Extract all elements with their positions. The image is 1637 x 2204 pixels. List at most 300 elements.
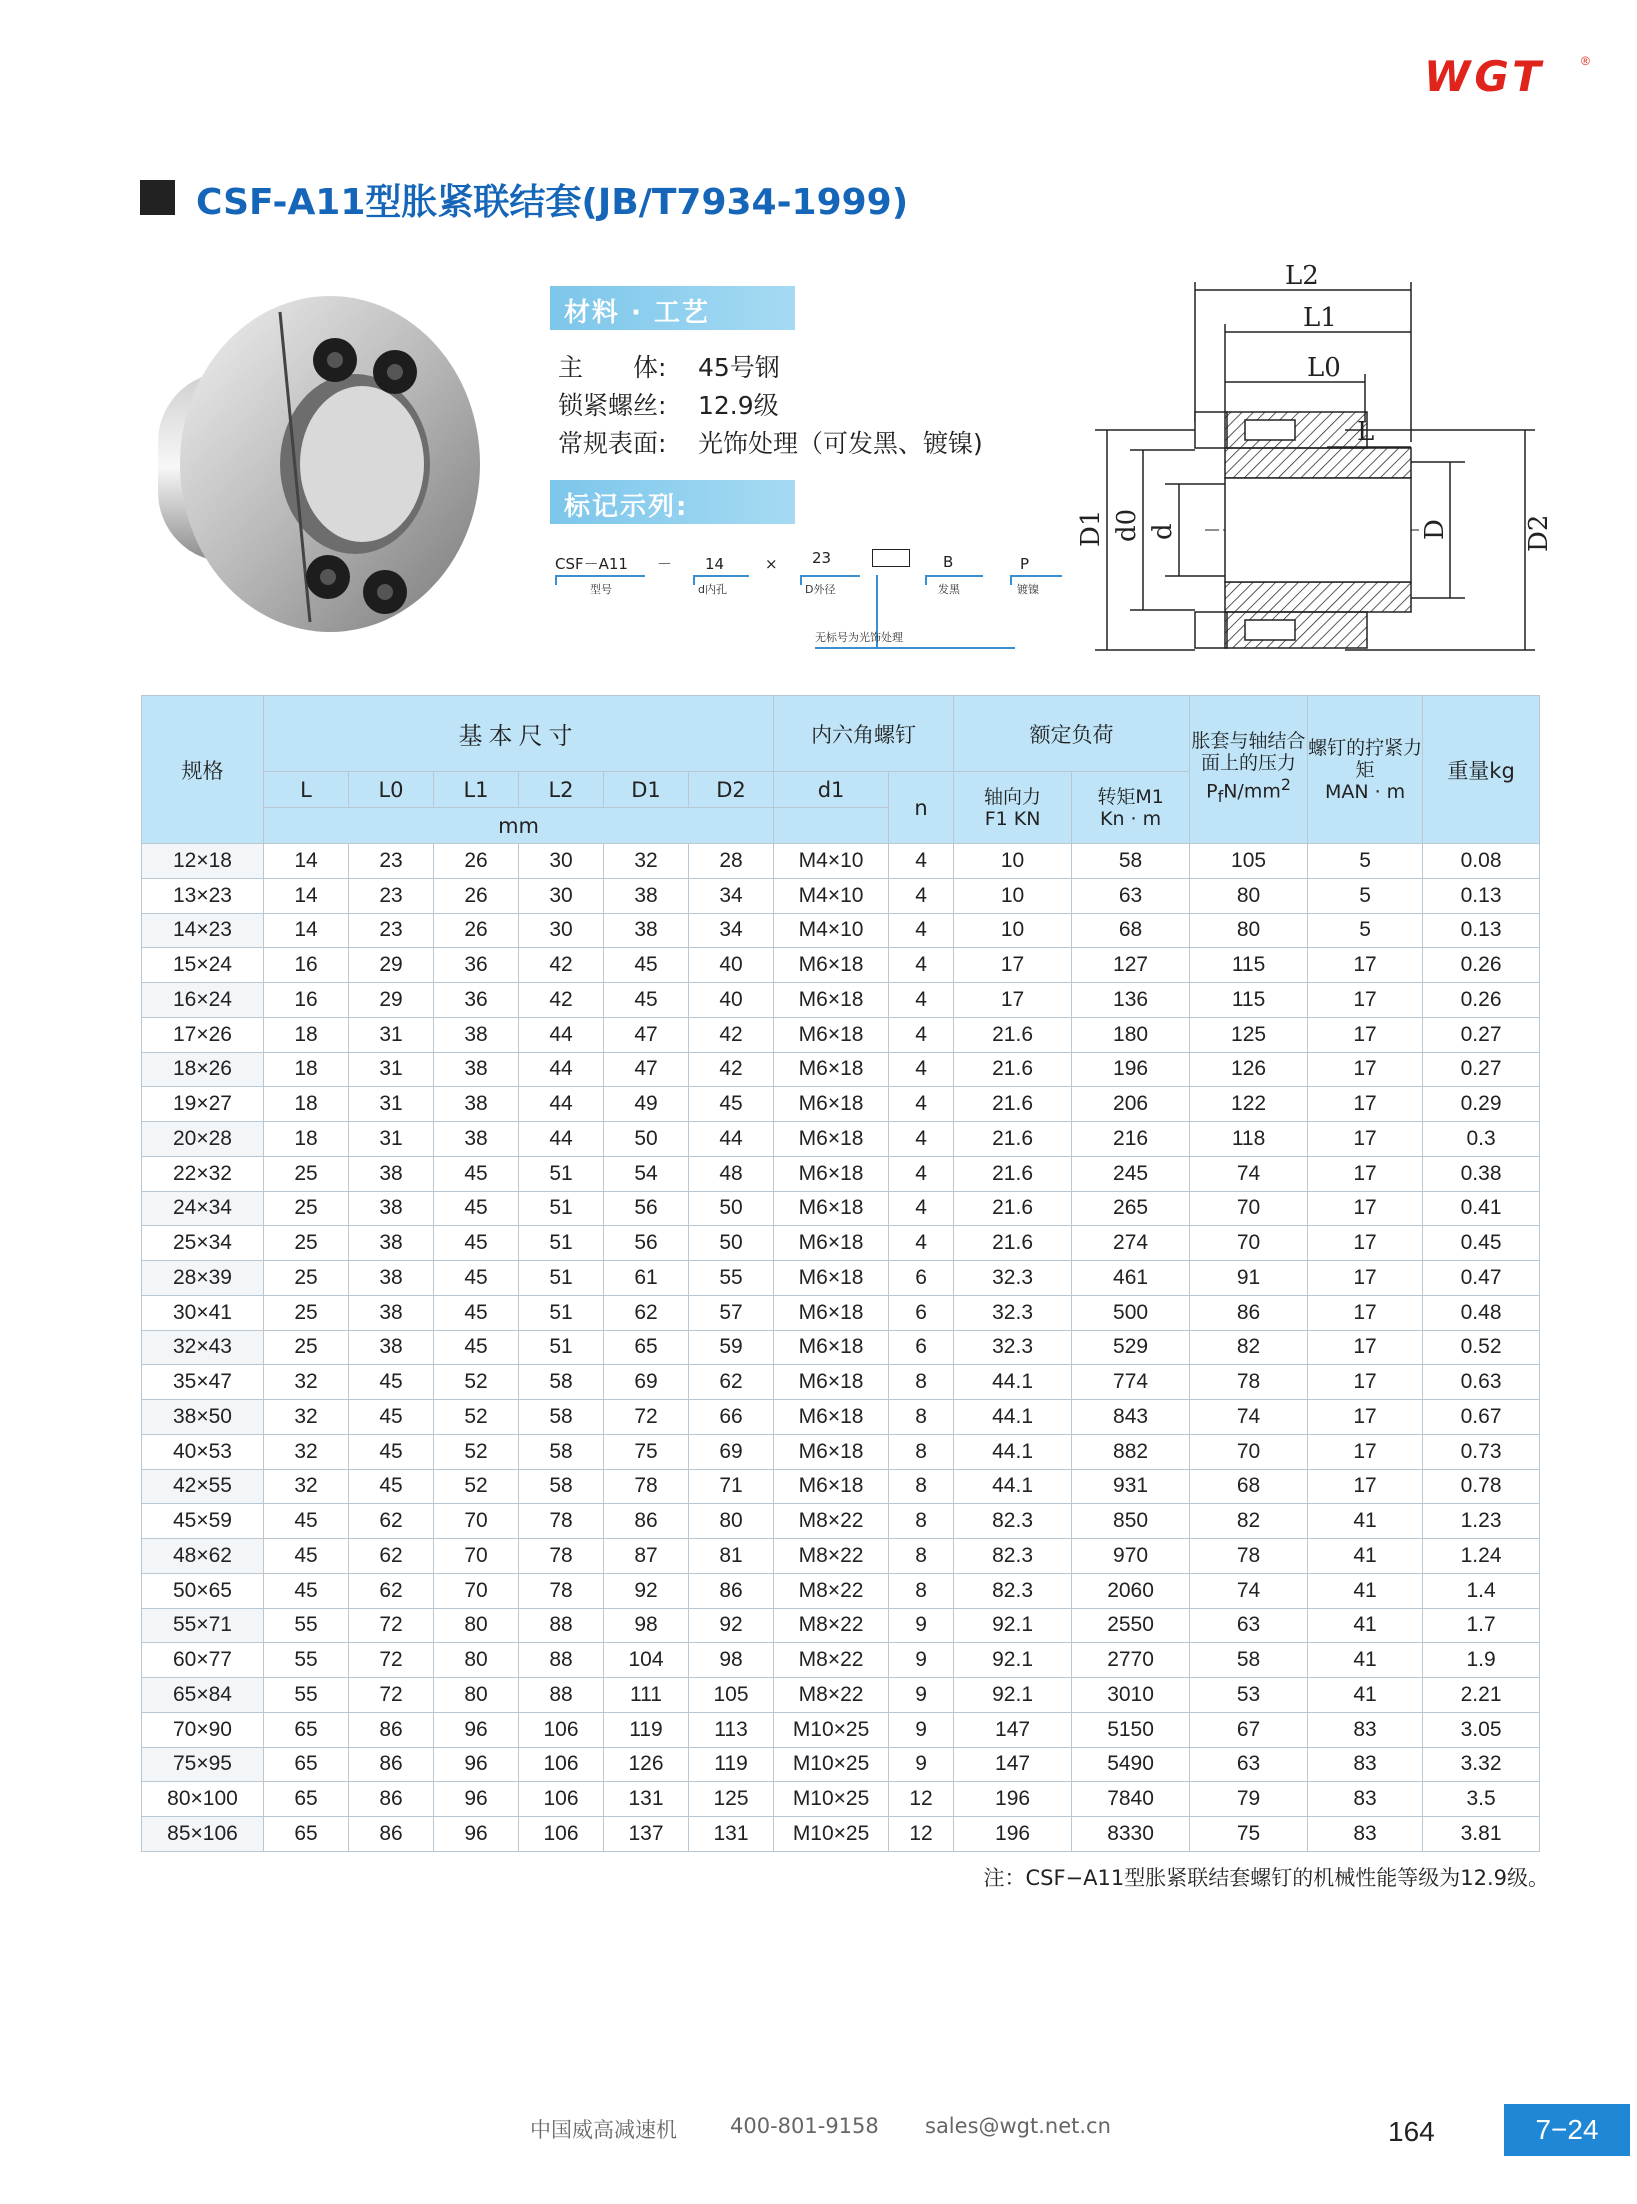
table-cell: 9: [889, 1678, 954, 1713]
table-cell: 8330: [1072, 1817, 1190, 1852]
table-cell: 88: [519, 1643, 604, 1678]
table-cell: 106: [519, 1782, 604, 1817]
table-cell: 8: [889, 1434, 954, 1469]
table-cell: M4×10: [774, 878, 889, 913]
table-cell: 25: [264, 1295, 349, 1330]
table-row: [142, 1608, 1540, 1643]
table-cell: 50: [689, 1191, 774, 1226]
th-D1: D1: [604, 772, 689, 808]
table-cell: 68: [1190, 1469, 1308, 1504]
table-cell: 14: [264, 878, 349, 913]
table-cell: 20×28: [142, 1122, 264, 1157]
th-pressure-label: 胀套与轴结合面上的压力: [1191, 730, 1306, 775]
table-cell: 0.41: [1423, 1191, 1540, 1226]
table-cell: 5: [1308, 913, 1423, 948]
dim-L2: L2: [1285, 262, 1319, 291]
table-cell: 45: [434, 1191, 519, 1226]
table-row: [142, 1156, 1540, 1191]
table-cell: 70: [1190, 1191, 1308, 1226]
table-cell: 127: [1072, 948, 1190, 983]
mk-P: P: [1020, 555, 1030, 573]
mk-B: B: [943, 553, 954, 571]
th-axial-label: 轴向力: [984, 785, 1042, 808]
table-cell: 180: [1072, 1017, 1190, 1052]
table-cell: 65: [264, 1712, 349, 1747]
table-cell: 44.1: [954, 1365, 1072, 1400]
table-cell: 4: [889, 1017, 954, 1052]
table-cell: 62: [604, 1295, 689, 1330]
th-L0: L0: [349, 772, 434, 808]
table-cell: M6×18: [774, 1330, 889, 1365]
dim-L0: L0: [1307, 353, 1341, 383]
table-cell: 45: [349, 1434, 434, 1469]
table-cell: 4: [889, 948, 954, 983]
table-cell: 96: [434, 1712, 519, 1747]
table-cell: 21.6: [954, 1226, 1072, 1261]
table-cell: M8×22: [774, 1504, 889, 1539]
marking-heading: 标记示列:: [550, 480, 795, 524]
spec-table: [141, 695, 1540, 1852]
material-key: 主 体:: [558, 353, 667, 382]
mk-dash: －: [657, 555, 673, 573]
table-cell: 196: [954, 1782, 1072, 1817]
table-cell: 5: [1308, 878, 1423, 913]
table-cell: 0.26: [1423, 948, 1540, 983]
table-cell: 96: [434, 1747, 519, 1782]
th-L1: L1: [434, 772, 519, 808]
table-row: [142, 1261, 1540, 1296]
mk-sub-B: 发黑: [938, 583, 960, 596]
table-row: [142, 1678, 1540, 1713]
table-row: [142, 983, 1540, 1018]
table-cell: 1.23: [1423, 1504, 1540, 1539]
table-cell: 70: [434, 1504, 519, 1539]
table-cell: 0.27: [1423, 1017, 1540, 1052]
table-cell: 48: [689, 1156, 774, 1191]
table-cell: 17: [1308, 1295, 1423, 1330]
table-cell: 118: [1190, 1122, 1308, 1157]
table-cell: 78: [604, 1469, 689, 1504]
table-cell: 111: [604, 1678, 689, 1713]
table-cell: 36: [434, 948, 519, 983]
table-cell: 13×23: [142, 878, 264, 913]
table-cell: 50: [604, 1122, 689, 1157]
table-cell: 4: [889, 1226, 954, 1261]
material-key: 锁紧螺丝:: [558, 391, 667, 420]
table-cell: 4: [889, 983, 954, 1018]
material-value: 光饰处理（可发黑、镀镍): [698, 429, 983, 458]
table-cell: 38: [434, 1087, 519, 1122]
table-cell: 32: [264, 1365, 349, 1400]
material-value: 45号钢: [698, 353, 780, 382]
table-cell: 44: [519, 1122, 604, 1157]
table-cell: 125: [1190, 1017, 1308, 1052]
table-cell: 8: [889, 1573, 954, 1608]
table-row: [142, 878, 1540, 913]
table-cell: M6×18: [774, 1261, 889, 1296]
table-cell: 65: [604, 1330, 689, 1365]
table-cell: 500: [1072, 1295, 1190, 1330]
table-cell: 82.3: [954, 1539, 1072, 1574]
table-row: [142, 1295, 1540, 1330]
table-cell: 56: [604, 1191, 689, 1226]
table-cell: 45: [349, 1469, 434, 1504]
table-cell: 18: [264, 1087, 349, 1122]
table-cell: 6: [889, 1330, 954, 1365]
mk-footnote: 无标号为光饰处理: [815, 631, 903, 644]
table-cell: 72: [604, 1400, 689, 1435]
table-cell: 22×32: [142, 1156, 264, 1191]
dim-d0: d0: [1112, 508, 1142, 542]
table-cell: 63: [1190, 1608, 1308, 1643]
table-cell: 83: [1308, 1712, 1423, 1747]
table-cell: 45: [604, 983, 689, 1018]
table-cell: 42×55: [142, 1469, 264, 1504]
table-cell: 44.1: [954, 1434, 1072, 1469]
table-cell: 131: [604, 1782, 689, 1817]
table-cell: M6×18: [774, 1156, 889, 1191]
table-cell: 63: [1072, 878, 1190, 913]
table-cell: 69: [604, 1365, 689, 1400]
table-cell: 35×47: [142, 1365, 264, 1400]
table-cell: 4: [889, 1052, 954, 1087]
table-cell: 137: [604, 1817, 689, 1852]
table-cell: 41: [1308, 1608, 1423, 1643]
table-cell: 0.38: [1423, 1156, 1540, 1191]
brand-logo: [1424, 52, 1594, 101]
table-cell: 147: [954, 1747, 1072, 1782]
table-cell: 2550: [1072, 1608, 1190, 1643]
table-cell: 83: [1308, 1747, 1423, 1782]
table-cell: 4: [889, 1156, 954, 1191]
table-cell: 58: [1072, 844, 1190, 879]
table-cell: 0.3: [1423, 1122, 1540, 1157]
dim-D2: D2: [1524, 514, 1554, 552]
table-cell: 25: [264, 1191, 349, 1226]
table-cell: 45: [349, 1365, 434, 1400]
th-torque-unit: MAN · m: [1324, 780, 1406, 803]
table-cell: 17: [1308, 1365, 1423, 1400]
table-cell: 10: [954, 913, 1072, 948]
table-row: [142, 1087, 1540, 1122]
table-cell: M10×25: [774, 1712, 889, 1747]
table-cell: 78: [519, 1573, 604, 1608]
registered-mark: ®: [1581, 54, 1590, 68]
table-row: [142, 1469, 1540, 1504]
th-pressure-unit2: N/mm: [1223, 780, 1281, 803]
title-marker: [140, 180, 175, 215]
table-cell: 87: [604, 1539, 689, 1574]
table-cell: 21.6: [954, 1017, 1072, 1052]
table-cell: 53: [1190, 1678, 1308, 1713]
th-axial-unit: F1 KN: [984, 807, 1041, 830]
table-cell: 58: [519, 1365, 604, 1400]
table-cell: 59: [689, 1330, 774, 1365]
table-cell: 42: [689, 1017, 774, 1052]
table-cell: 32.3: [954, 1261, 1072, 1296]
table-cell: 461: [1072, 1261, 1190, 1296]
table-cell: 71: [689, 1469, 774, 1504]
table-cell: 17: [1308, 1122, 1423, 1157]
table-cell: 8: [889, 1400, 954, 1435]
table-cell: 45: [604, 948, 689, 983]
table-cell: 17: [1308, 1434, 1423, 1469]
table-cell: 78: [1190, 1539, 1308, 1574]
table-cell: 86: [349, 1747, 434, 1782]
table-cell: 65: [264, 1817, 349, 1852]
table-cell: 17×26: [142, 1017, 264, 1052]
table-cell: 48×62: [142, 1539, 264, 1574]
table-cell: 38: [349, 1191, 434, 1226]
table-cell: 126: [1190, 1052, 1308, 1087]
table-cell: 55: [264, 1643, 349, 1678]
table-cell: 1.4: [1423, 1573, 1540, 1608]
table-cell: 62: [349, 1504, 434, 1539]
table-cell: 40: [689, 983, 774, 1018]
table-row: [142, 1573, 1540, 1608]
table-cell: 40: [689, 948, 774, 983]
table-cell: 21.6: [954, 1191, 1072, 1226]
table-cell: 41: [1308, 1678, 1423, 1713]
table-cell: M8×22: [774, 1608, 889, 1643]
table-cell: 0.26: [1423, 983, 1540, 1018]
table-cell: 45: [264, 1504, 349, 1539]
table-cell: 0.48: [1423, 1295, 1540, 1330]
table-cell: 45×59: [142, 1504, 264, 1539]
table-cell: 80×100: [142, 1782, 264, 1817]
table-cell: M8×22: [774, 1539, 889, 1574]
table-cell: 52: [434, 1365, 519, 1400]
material-row-body: [558, 348, 780, 384]
table-cell: 30: [519, 878, 604, 913]
table-cell: 44: [519, 1087, 604, 1122]
table-cell: 4: [889, 1191, 954, 1226]
th-L2: L2: [519, 772, 604, 808]
table-cell: 45: [264, 1573, 349, 1608]
table-cell: 75: [604, 1434, 689, 1469]
th-pressure-sub: f: [1217, 787, 1224, 807]
mk-sub-model: 型号: [590, 583, 612, 596]
table-cell: 32×43: [142, 1330, 264, 1365]
table-cell: 62: [349, 1573, 434, 1608]
table-cell: 38: [349, 1261, 434, 1296]
table-cell: 106: [519, 1817, 604, 1852]
table-cell: 58: [519, 1469, 604, 1504]
table-row: [142, 1122, 1540, 1157]
table-cell: 5490: [1072, 1747, 1190, 1782]
table-cell: 28×39: [142, 1261, 264, 1296]
table-cell: 36: [434, 983, 519, 1018]
table-row: [142, 1782, 1540, 1817]
table-cell: 82: [1190, 1330, 1308, 1365]
table-cell: 15×24: [142, 948, 264, 983]
table-cell: 32: [264, 1469, 349, 1504]
table-cell: 136: [1072, 983, 1190, 1018]
table-cell: 3010: [1072, 1678, 1190, 1713]
table-cell: M6×18: [774, 948, 889, 983]
table-cell: 41: [1308, 1539, 1423, 1574]
table-cell: 60×77: [142, 1643, 264, 1678]
table-cell: 17: [1308, 1400, 1423, 1435]
table-cell: 16: [264, 948, 349, 983]
table-cell: 51: [519, 1191, 604, 1226]
table-cell: 25: [264, 1330, 349, 1365]
table-cell: 31: [349, 1017, 434, 1052]
table-cell: 86: [1190, 1295, 1308, 1330]
table-cell: 23: [349, 844, 434, 879]
table-cell: 56: [604, 1226, 689, 1261]
table-cell: 65: [264, 1747, 349, 1782]
table-cell: 1.9: [1423, 1643, 1540, 1678]
table-cell: 206: [1072, 1087, 1190, 1122]
table-row: [142, 844, 1540, 879]
table-cell: 113: [689, 1712, 774, 1747]
table-cell: 126: [604, 1747, 689, 1782]
mk-D: 23: [812, 549, 832, 567]
materials-heading: 材料 · 工艺: [550, 286, 795, 330]
table-cell: 26: [434, 844, 519, 879]
table-cell: M4×10: [774, 844, 889, 879]
table-note: 注：CSF−A11型胀紧联结套螺钉的机械性能等级为12.9级。: [983, 1866, 1549, 1890]
table-cell: 38: [349, 1330, 434, 1365]
th-torque: [1308, 696, 1423, 844]
table-cell: 14: [264, 844, 349, 879]
table-cell: 38: [349, 1226, 434, 1261]
table-cell: M6×18: [774, 1226, 889, 1261]
table-cell: 78: [519, 1504, 604, 1539]
table-cell: 843: [1072, 1400, 1190, 1435]
table-cell: 17: [1308, 983, 1423, 1018]
table-cell: 63: [1190, 1747, 1308, 1782]
table-cell: 45: [349, 1400, 434, 1435]
table-cell: 47: [604, 1052, 689, 1087]
table-cell: 105: [1190, 844, 1308, 879]
table-row: [142, 1052, 1540, 1087]
table-row: [142, 1191, 1540, 1226]
footer-email: sales@wgt.net.cn: [925, 2114, 1111, 2138]
table-row: [142, 1643, 1540, 1678]
table-cell: 40×53: [142, 1434, 264, 1469]
material-row-surface: [558, 424, 983, 460]
marking-example: [550, 545, 1070, 665]
table-cell: 274: [1072, 1226, 1190, 1261]
table-cell: 18×26: [142, 1052, 264, 1087]
footer-company: 中国威高减速机: [530, 2118, 677, 2142]
table-cell: 70: [1190, 1226, 1308, 1261]
table-cell: 57: [689, 1295, 774, 1330]
table-cell: 32: [264, 1434, 349, 1469]
table-cell: 0.73: [1423, 1434, 1540, 1469]
th-tq-label: 转矩M1: [1097, 785, 1164, 808]
table-cell: 44.1: [954, 1400, 1072, 1435]
table-cell: 50×65: [142, 1573, 264, 1608]
th-pressure-sup: 2: [1280, 775, 1291, 795]
table-row: [142, 1400, 1540, 1435]
table-cell: 70×90: [142, 1712, 264, 1747]
table-cell: 2.21: [1423, 1678, 1540, 1713]
table-row: [142, 913, 1540, 948]
table-row: [142, 1226, 1540, 1261]
page-title: CSF-A11型胀紧联结套(JB/T7934-1999): [196, 182, 909, 223]
table-cell: 147: [954, 1712, 1072, 1747]
table-cell: 0.13: [1423, 878, 1540, 913]
table-cell: 7840: [1072, 1782, 1190, 1817]
th-mm: mm: [264, 808, 774, 844]
table-cell: 8: [889, 1539, 954, 1574]
table-cell: 74: [1190, 1573, 1308, 1608]
table-cell: 98: [689, 1643, 774, 1678]
table-row: [142, 1017, 1540, 1052]
mk-box: [872, 549, 910, 567]
table-cell: 21.6: [954, 1052, 1072, 1087]
table-cell: 51: [519, 1226, 604, 1261]
table-cell: M8×22: [774, 1573, 889, 1608]
table-cell: 45: [689, 1087, 774, 1122]
table-cell: 92: [604, 1573, 689, 1608]
table-cell: 72: [349, 1608, 434, 1643]
table-cell: 41: [1308, 1643, 1423, 1678]
table-cell: 49: [604, 1087, 689, 1122]
table-cell: 32: [604, 844, 689, 879]
table-cell: 4: [889, 913, 954, 948]
table-cell: 3.05: [1423, 1712, 1540, 1747]
material-value: 12.9级: [698, 391, 779, 420]
table-cell: 8: [889, 1504, 954, 1539]
table-cell: 78: [519, 1539, 604, 1574]
table-cell: 86: [349, 1817, 434, 1852]
table-cell: 72: [349, 1678, 434, 1713]
table-cell: 17: [1308, 1226, 1423, 1261]
table-cell: 106: [519, 1712, 604, 1747]
table-cell: 52: [434, 1434, 519, 1469]
table-cell: 83: [1308, 1782, 1423, 1817]
table-cell: 9: [889, 1747, 954, 1782]
table-cell: 105: [689, 1678, 774, 1713]
table-cell: 29: [349, 948, 434, 983]
table-cell: 0.63: [1423, 1365, 1540, 1400]
table-cell: 44.1: [954, 1469, 1072, 1504]
table-cell: 47: [604, 1017, 689, 1052]
table-cell: 0.29: [1423, 1087, 1540, 1122]
table-cell: 32.3: [954, 1330, 1072, 1365]
table-cell: 12×18: [142, 844, 264, 879]
th-load: 额定负荷: [954, 696, 1190, 772]
table-cell: 4: [889, 844, 954, 879]
technical-drawing: [1075, 262, 1555, 662]
table-cell: 38: [434, 1017, 519, 1052]
table-cell: 38×50: [142, 1400, 264, 1435]
table-cell: 70: [1190, 1434, 1308, 1469]
table-cell: 0.08: [1423, 844, 1540, 879]
table-cell: 1.24: [1423, 1539, 1540, 1574]
table-cell: 17: [1308, 1469, 1423, 1504]
table-cell: 25: [264, 1156, 349, 1191]
table-cell: 31: [349, 1122, 434, 1157]
th-tq: [1072, 772, 1190, 844]
table-cell: 55: [689, 1261, 774, 1296]
table-cell: M6×18: [774, 1365, 889, 1400]
table-cell: 9: [889, 1608, 954, 1643]
table-cell: 0.45: [1423, 1226, 1540, 1261]
table-cell: 3.5: [1423, 1782, 1540, 1817]
table-cell: 31: [349, 1052, 434, 1087]
mk-model: CSF－A11: [555, 555, 628, 573]
table-cell: 74: [1190, 1156, 1308, 1191]
table-cell: 44: [519, 1017, 604, 1052]
table-cell: 54: [604, 1156, 689, 1191]
table-cell: 44: [519, 1052, 604, 1087]
table-cell: 21.6: [954, 1156, 1072, 1191]
